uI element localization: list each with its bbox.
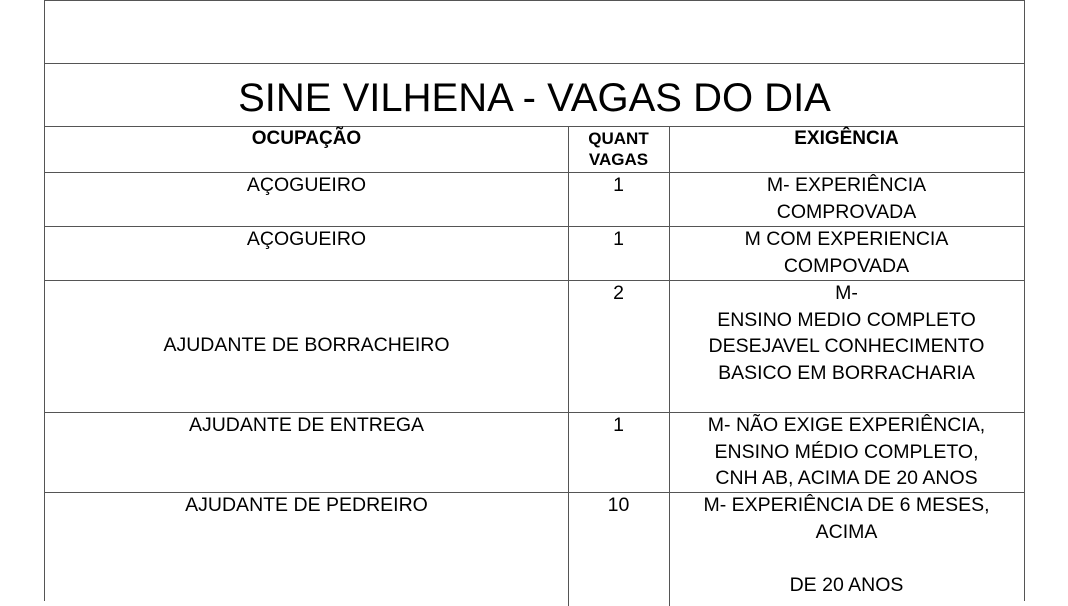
requirement-line: M- EXPERIÊNCIA <box>766 174 927 196</box>
header-quantity-line1: QUANT <box>588 129 649 148</box>
requirement-line: M COM EXPERIENCIA <box>744 228 949 250</box>
header-requirement: EXIGÊNCIA <box>794 128 899 149</box>
row-quantity: 10 <box>607 494 630 516</box>
requirement-line: COMPOVADA <box>783 254 910 277</box>
requirement-line: M- EXPERIÊNCIA DE 6 MESES, <box>703 494 990 516</box>
row-quantity: 1 <box>613 228 624 250</box>
row-occupation: AÇOGUEIRO <box>246 228 367 250</box>
requirement-line: ACIMA <box>815 520 878 543</box>
requirement-line: DE 20 ANOS <box>789 573 904 596</box>
row-occupation: AJUDANTE DE ENTREGA <box>188 414 425 436</box>
row-occupation: AJUDANTE DE BORRACHEIRO <box>163 334 450 356</box>
requirement-line: BASICO EM BORRACHARIA <box>718 361 975 384</box>
requirement-line: CNH AB, ACIMA DE 20 ANOS <box>715 467 978 489</box>
requirement-line: M- <box>835 282 858 304</box>
requirement-line: DESEJAVEL CONHECIMENTO <box>708 335 985 357</box>
divider <box>45 63 1024 64</box>
row-requirement <box>669 226 1024 279</box>
row-quantity: 2 <box>613 282 624 304</box>
requirement-line: COMPROVADA <box>776 200 917 223</box>
row-requirement <box>669 172 1024 225</box>
header-quantity-line2: VAGAS <box>588 150 649 169</box>
page-title: SINE VILHENA - VAGAS DO DIA <box>238 76 831 120</box>
row-requirement <box>669 412 1024 492</box>
requirement-line <box>669 545 1024 572</box>
job-listing-sheet <box>44 0 1025 601</box>
row-requirement <box>669 492 1024 598</box>
header-occupation: OCUPAÇÃO <box>251 128 362 149</box>
row-quantity: 1 <box>613 414 624 436</box>
row-quantity: 1 <box>613 174 624 196</box>
row-occupation: AJUDANTE DE PEDREIRO <box>185 494 428 516</box>
row-requirement <box>669 280 1024 386</box>
header-quantity <box>568 128 669 170</box>
requirement-line: ENSINO MÉDIO COMPLETO, <box>714 440 979 463</box>
requirement-line: ENSINO MEDIO COMPLETO <box>717 308 976 331</box>
row-occupation: AÇOGUEIRO <box>246 174 367 196</box>
requirement-line: M- NÃO EXIGE EXPERIÊNCIA, <box>707 414 986 436</box>
